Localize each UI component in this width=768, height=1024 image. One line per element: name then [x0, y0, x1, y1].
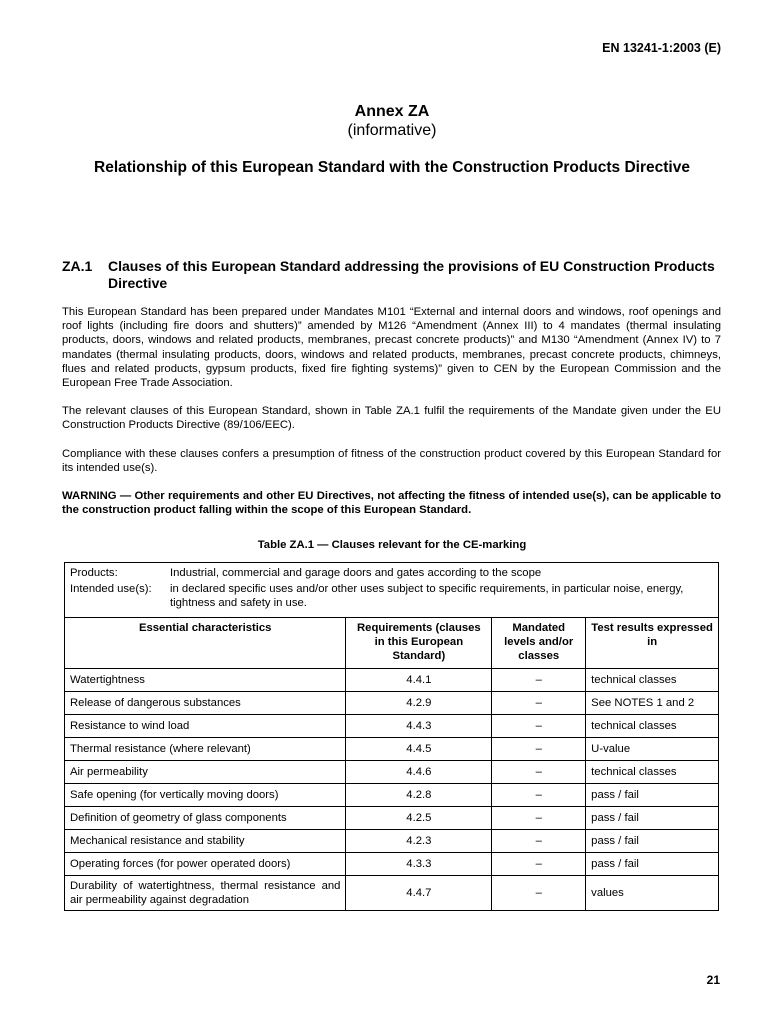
- cell-mandated: –: [492, 715, 586, 738]
- cell-characteristic: Operating forces (for power operated doors): [65, 853, 346, 876]
- cell-mandated: –: [492, 669, 586, 692]
- cell-characteristic: Release of dangerous substances: [65, 692, 346, 715]
- cell-mandated: –: [492, 784, 586, 807]
- cell-requirement: 4.4.6: [346, 761, 492, 784]
- paragraph-relevant-clauses: The relevant clauses of this European Standard, shown in Table ZA.1 fulfil the requirements of the Mandate given under the EU Construction Products Directive (89/106/EEC).: [62, 405, 721, 432]
- cell-result: See NOTES 1 and 2: [586, 692, 719, 715]
- table-row: [65, 830, 719, 853]
- table-meta-row: [65, 563, 719, 618]
- cell-result: technical classes: [586, 715, 719, 738]
- cell-mandated: –: [492, 738, 586, 761]
- cell-mandated: –: [492, 876, 586, 911]
- annex-title: Annex ZA: [354, 103, 430, 120]
- table-row: [65, 876, 719, 911]
- section-number: ZA.1: [62, 258, 93, 274]
- cell-result: technical classes: [586, 761, 719, 784]
- header-requirements: Requirements (clauses in this European Standard): [346, 618, 492, 669]
- table-caption: Table ZA.1 — Clauses relevant for the CE-marking: [257, 539, 527, 551]
- cell-characteristic: Mechanical resistance and stability: [65, 830, 346, 853]
- table-row: [65, 853, 719, 876]
- cell-mandated: –: [492, 830, 586, 853]
- cell-mandated: –: [492, 692, 586, 715]
- intended-use-value: in declared specific uses and/or other uses subject to specific requirements, in particular noise, energy, tightness and safety in use.: [170, 583, 684, 609]
- cell-requirement: 4.3.3: [346, 853, 492, 876]
- cell-requirement: 4.4.5: [346, 738, 492, 761]
- section-heading: [62, 258, 722, 292]
- cell-characteristic: Resistance to wind load: [65, 715, 346, 738]
- cell-result: U-value: [586, 738, 719, 761]
- cell-mandated: –: [492, 761, 586, 784]
- cell-requirement: 4.4.1: [346, 669, 492, 692]
- cell-characteristic: Air permeability: [65, 761, 346, 784]
- table-row: [65, 692, 719, 715]
- cell-characteristic: Definition of geometry of glass components: [65, 807, 346, 830]
- cell-characteristic: Safe opening (for vertically moving doors): [65, 784, 346, 807]
- warning-paragraph: WARNING — Other requirements and other EU Directives, not affecting the fitness of intended use(s), can be applicable to the construction product falling within the scope of this European Standard.: [62, 490, 721, 517]
- table-row: [65, 784, 719, 807]
- intended-use-row: [70, 582, 713, 610]
- paragraph-compliance: Compliance with these clauses confers a presumption of fitness of the construction product covered by this European Standard for its intended use(s).: [62, 448, 721, 475]
- relationship-title: Relationship of this European Standard with the Construction Products Directive: [94, 159, 690, 176]
- table-row: [65, 715, 719, 738]
- products-row: [70, 566, 713, 580]
- table-header-row: [65, 618, 719, 669]
- table-row: [65, 761, 719, 784]
- cell-result: pass / fail: [586, 853, 719, 876]
- header-results: Test results expressed in: [586, 618, 719, 669]
- ce-marking-table: [64, 562, 719, 911]
- table-row: [65, 738, 719, 761]
- cell-result: pass / fail: [586, 830, 719, 853]
- cell-mandated: –: [492, 853, 586, 876]
- cell-result: pass / fail: [586, 784, 719, 807]
- page-number: 21: [706, 973, 720, 987]
- annex-subtitle: (informative): [347, 122, 437, 139]
- cell-requirement: 4.4.3: [346, 715, 492, 738]
- products-value: Industrial, commercial and garage doors and gates according to the scope: [170, 567, 542, 579]
- header-characteristics: Essential characteristics: [65, 618, 346, 669]
- annex-heading: [62, 102, 722, 140]
- header-mandated: Mandated levels and/or classes: [492, 618, 586, 669]
- cell-mandated: –: [492, 807, 586, 830]
- cell-result: pass / fail: [586, 807, 719, 830]
- products-label: Products:: [70, 567, 118, 579]
- table-body: [65, 669, 719, 911]
- intended-use-label: Intended use(s):: [70, 583, 152, 595]
- cell-requirement: 4.2.8: [346, 784, 492, 807]
- table-meta-cell: [65, 563, 719, 618]
- table-row: [65, 669, 719, 692]
- cell-result: technical classes: [586, 669, 719, 692]
- cell-characteristic: Thermal resistance (where relevant): [65, 738, 346, 761]
- paragraph-mandates: This European Standard has been prepared under Mandates M101 “External and internal doors and windows, roof openings and roof lights (including fire doors and shutters)” amended by M126 “Amendment (Annex III) to 4 mandates (thermal insulating products, doors, windows and related products, membranes, precast concrete products)” and M130 “Amendment (Annex IV) to 7 mandates (thermal insulating products, doors, windows and related products, membranes, precast concrete products, chimneys, flues and related products, gypsum products, fixed fire fighting systems)” given to CEN by the European Commission and the European Free Trade Association.: [62, 306, 721, 390]
- section-title: Clauses of this European Standard addressing the provisions of EU Construction Products Directive: [108, 258, 715, 291]
- table-row: [65, 807, 719, 830]
- cell-requirement: 4.4.7: [346, 876, 492, 911]
- cell-requirement: 4.2.3: [346, 830, 492, 853]
- document-id: EN 13241-1:2003 (E): [602, 41, 721, 55]
- cell-characteristic: Watertightness: [65, 669, 346, 692]
- cell-result: values: [586, 876, 719, 911]
- cell-requirement: 4.2.9: [346, 692, 492, 715]
- cell-characteristic: Durability of watertightness, thermal resistance and air permeability against degradation: [65, 876, 346, 911]
- cell-requirement: 4.2.5: [346, 807, 492, 830]
